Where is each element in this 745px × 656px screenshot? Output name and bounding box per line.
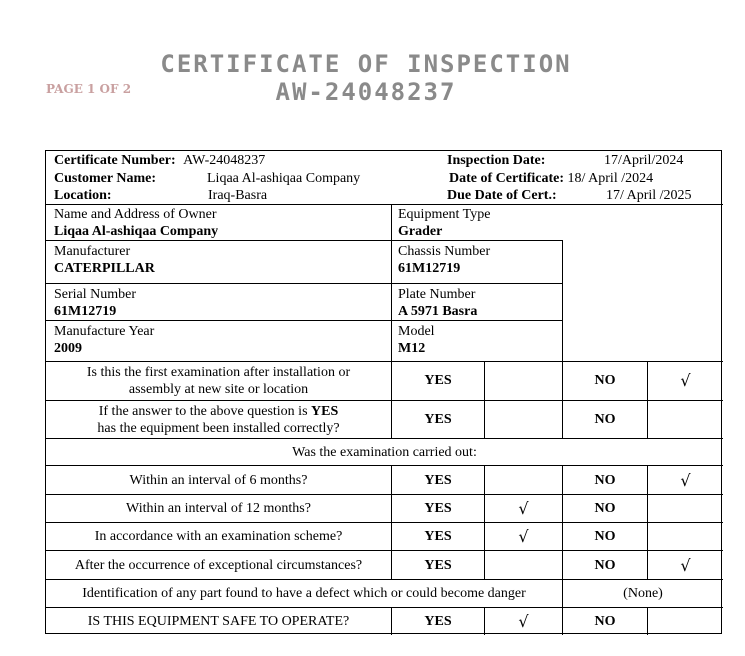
exam-row-2-yes-label: YES [424, 501, 452, 516]
safe-yes-label: YES [424, 613, 452, 629]
chassis-label: Chassis Number [398, 244, 491, 259]
owner-label: Name and Address of Owner [54, 207, 217, 222]
q2-line-1-text: If the answer to the above question is [98, 403, 312, 419]
serial-label: Serial Number [54, 287, 137, 302]
chassis-field [398, 243, 490, 277]
plate-field [398, 286, 477, 320]
model-field [398, 323, 435, 357]
exam-row-4-yes-label: YES [424, 557, 452, 573]
exam-row-1-question: Within an interval of 6 months? [129, 472, 308, 488]
serial-value: 61M12719 [54, 304, 117, 319]
exam-row-3-yes-checkbox[interactable]: √ [518, 527, 529, 546]
exam-row-3-no-label: NO [594, 529, 616, 544]
q1-no-label: NO [594, 373, 616, 388]
q2-question [46, 401, 391, 438]
defect-question: Identification of any part found to have a defect which or could become danger [82, 586, 526, 601]
q1-line-2: assembly at new site or location [128, 381, 309, 397]
customer-label: Customer Name: [54, 171, 156, 186]
owner-field [54, 206, 218, 240]
q2-yes-checkbox[interactable] [485, 401, 562, 438]
manufacturer-value: CATERPILLAR [54, 261, 155, 276]
inspection-date-label: Inspection Date: [447, 153, 546, 168]
year-value: 2009 [54, 341, 82, 356]
model-value: M12 [398, 341, 426, 356]
exam-row-2-question: Within an interval of 12 months? [126, 501, 311, 516]
exam-row-1-no-checkbox[interactable]: √ [680, 470, 691, 490]
due-date-value: 17/ April /2025 [606, 188, 692, 203]
plate-value: A 5971 Basra [398, 304, 478, 319]
certificate-date-row [449, 170, 653, 187]
q2-line-1 [97, 403, 339, 420]
defect-value: (None) [623, 586, 663, 601]
chassis-value: 61M12719 [398, 261, 461, 276]
exam-row-2-no-label: NO [594, 501, 616, 516]
equipment-type-field [398, 206, 490, 240]
exam-row-4-no-label: NO [594, 557, 616, 573]
location-label: Location: [54, 188, 112, 203]
q1-no-checkbox[interactable]: √ [680, 371, 691, 390]
q1-question [46, 361, 391, 400]
due-date-label: Due Date of Cert.: [447, 188, 557, 203]
owner-value: Liqaa Al-ashiqaa Company [54, 224, 219, 239]
safe-no-label: NO [594, 613, 616, 629]
plate-label: Plate Number [398, 287, 476, 302]
exam-row-3-no-checkbox[interactable] [648, 523, 723, 550]
certificate-date-label: Date of Certificate: [449, 171, 565, 186]
certificate-table [45, 150, 722, 634]
customer-value: Liqaa Al-ashiqaa Company [207, 171, 361, 186]
exam-row-4-no-checkbox[interactable]: √ [680, 555, 691, 575]
exam-row-1-no-label: NO [594, 472, 616, 488]
q2-line-1-emphasis: YES [311, 403, 339, 419]
manufacturer-label: Manufacturer [54, 244, 131, 259]
location-value: Iraq-Basra [208, 188, 268, 203]
title-line-2: AW-24048237 [275, 78, 457, 106]
equipment-type-label: Equipment Type [398, 207, 491, 222]
certificate-title [146, 50, 586, 106]
exam-row-3-yes-label: YES [424, 529, 452, 544]
title-line-1: CERTIFICATE OF INSPECTION [160, 50, 572, 78]
model-label: Model [398, 324, 435, 339]
page-indicator: PAGE 1 OF 2 [46, 82, 132, 96]
manufacturer-field [54, 243, 155, 277]
certificate-date-value: 18/ April /2024 [567, 171, 654, 186]
exam-row-2-no-checkbox[interactable] [648, 495, 723, 522]
year-label: Manufacture Year [54, 324, 155, 339]
cert-number-row [54, 152, 265, 169]
q2-line-2: has the equipment been installed correctly? [97, 420, 340, 436]
equipment-type-value: Grader [398, 224, 443, 239]
q2-no-label: NO [594, 412, 616, 427]
q2-yes-label: YES [424, 412, 452, 427]
serial-field [54, 286, 136, 320]
q1-line-1: Is this the first examination after installation or [86, 364, 351, 380]
q1-yes-label: YES [424, 373, 452, 388]
exam-row-2-yes-checkbox[interactable]: √ [518, 499, 529, 518]
exam-heading: Was the examination carried out: [292, 444, 477, 460]
exam-row-1-yes-label: YES [424, 472, 452, 488]
q2-no-checkbox[interactable] [648, 401, 723, 438]
exam-row-3-question: In accordance with an examination scheme? [94, 529, 343, 544]
exam-row-1-yes-checkbox[interactable] [485, 466, 562, 494]
safe-question: IS THIS EQUIPMENT SAFE TO OPERATE? [87, 613, 350, 629]
year-field [54, 323, 154, 357]
cert-number-label: Certificate Number: [54, 153, 176, 168]
inspection-date-value: 17/April/2024 [604, 153, 684, 168]
safe-no-checkbox[interactable] [648, 608, 723, 634]
exam-row-4-question: After the occurrence of exceptional circumstances? [74, 557, 363, 573]
cert-number-value: AW-24048237 [183, 153, 266, 168]
q1-yes-checkbox[interactable] [485, 361, 562, 400]
exam-row-4-yes-checkbox[interactable] [485, 551, 562, 579]
safe-yes-checkbox[interactable]: √ [518, 611, 529, 631]
